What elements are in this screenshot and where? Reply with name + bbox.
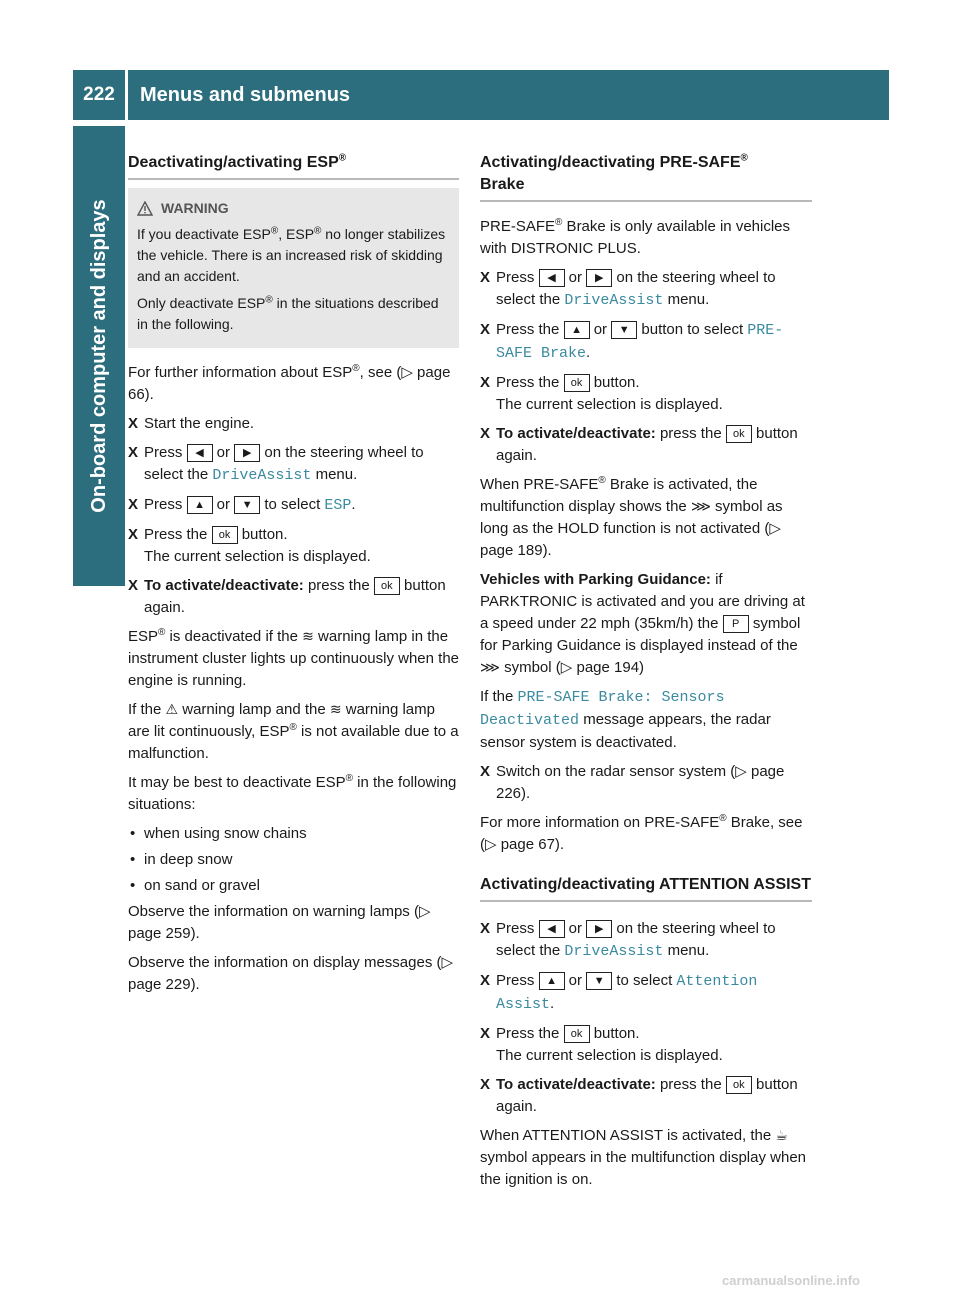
page-title — [128, 70, 889, 120]
right-key-icon: ▶ — [234, 444, 260, 462]
step-select-attention: X Press ▲ or ▼ to select Attention Assist. — [480, 972, 758, 1013]
esp-info: For further information about ESP®, see (▷ page 66). — [128, 363, 451, 403]
right-key-icon: ▶ — [586, 269, 612, 287]
parking-p-icon: P — [723, 615, 749, 633]
step-radar-on: X Switch on the radar sensor system (▷ page 226). — [480, 763, 785, 802]
esp-deactivated-text: ESP® is deactivated if the ≋ warning lamp in the instrument cluster lights up continuously when the engine is running. — [128, 627, 460, 689]
page-title-text: Menus and submenus — [140, 84, 351, 106]
up-key-icon: ▲ — [539, 972, 565, 990]
attention-assist-active-text: When ATTENTION ASSIST is activated, the ☕ symbol appears in the multifunction display when the ignition is on. — [480, 1127, 807, 1188]
warning-title: WARNING — [137, 198, 450, 219]
display-messages-ref: Observe the information on display messages (▷ page 229). — [128, 954, 454, 993]
list-item: • on sand or gravel — [130, 877, 260, 894]
list-item: • in deep snow — [130, 851, 233, 868]
left-key-icon: ◀ — [539, 269, 565, 287]
warning-text-2: Only deactivate ESP® in the situations described in the following. — [137, 294, 439, 332]
pre-safe-heading: Activating/deactivating PRE-SAFE® Brake — [480, 152, 812, 202]
distance-symbol-icon: ⋙ — [690, 499, 711, 515]
ok-key-icon: ok — [726, 1076, 752, 1094]
esp-off-lamp-icon: ≋ — [329, 702, 342, 718]
distance-symbol-icon: ⋙ — [480, 660, 500, 676]
left-column — [128, 152, 459, 1003]
abs-lamp-icon: ⚠ — [165, 702, 179, 718]
arrow-icon: ▷ — [485, 836, 497, 853]
step-select-esp: X Press ▲ or ▼ to select ESP. — [128, 496, 356, 514]
arrow-icon: ▷ — [735, 763, 747, 780]
warning-text-1: If you deactivate ESP®, ESP® no longer stabilizes the vehicle. There is an increased risk of skidding and an accident. — [137, 225, 446, 284]
side-tab-label: On-board computer and displays — [88, 199, 110, 513]
arrow-icon: ▷ — [418, 903, 431, 920]
step-activate: X To activate/deactivate: press the ok button again. — [480, 425, 798, 464]
left-key-icon: ◀ — [187, 444, 213, 462]
pre-safe-active-text: When PRE-SAFE® Brake is activated, the multifunction display shows the ⋙ symbol as long as the HOLD function is not activated (▷ page 189). — [480, 475, 783, 559]
step-press-ok: X Press the ok button. The current selection is displayed. — [128, 526, 371, 565]
step-start-engine: X Start the engine. — [128, 415, 255, 432]
step-press-ok: X Press the ok button. The current selection is displayed. — [480, 1025, 723, 1064]
right-column — [480, 152, 812, 1198]
arrow-icon: ▷ — [769, 520, 781, 537]
ok-key-icon: ok — [212, 526, 238, 544]
sensors-deactivated-text: If the PRE-SAFE Brake: Sensors Deactivated message appears, the radar sensor system is deactivated. — [480, 688, 771, 751]
ok-key-icon: ok — [726, 425, 752, 443]
right-key-icon: ▶ — [586, 920, 612, 938]
malfunction-text: If the ⚠ warning lamp and the ≋ warning lamp are lit continuously, ESP® is not available due to a malfunction. — [128, 701, 459, 762]
esp-heading: Deactivating/activating ESP® — [128, 152, 459, 180]
situations-intro: It may be best to deactivate ESP® in the following situations: — [128, 773, 457, 813]
arrow-icon: ▷ — [401, 364, 413, 381]
up-key-icon: ▲ — [187, 496, 213, 514]
warning-lamps-ref: Observe the information on warning lamps (▷ page 259). — [128, 903, 431, 942]
ok-key-icon: ok — [564, 374, 590, 392]
up-key-icon: ▲ — [564, 321, 590, 339]
ok-key-icon: ok — [374, 577, 400, 595]
arrow-icon: ▷ — [560, 659, 573, 676]
step-select-menu: X Press ◀ or ▶ on the steering wheel to select the DriveAssist menu. — [480, 920, 776, 960]
left-key-icon: ◀ — [539, 920, 565, 938]
step-select-menu: X Press ◀ or ▶ on the steering wheel to select the DriveAssist menu. — [128, 444, 424, 484]
footer-watermark: carmanualsonline.info — [722, 1273, 860, 1288]
down-key-icon: ▼ — [234, 496, 260, 514]
pre-safe-more-info: For more information on PRE-SAFE® Brake, see (▷ page 67). — [480, 813, 803, 853]
step-select-menu: X Press ◀ or ▶ on the steering wheel to select the DriveAssist menu. — [480, 269, 776, 309]
warning-icon — [137, 201, 153, 216]
attention-assist-heading: Activating/deactivating ATTENTION ASSIST — [480, 874, 812, 902]
step-select-pre-safe: X Press the ▲ or ▼ button to select PRE-SAFE Brake. — [480, 321, 784, 362]
step-activate: X To activate/deactivate: press the ok button again. — [480, 1076, 798, 1115]
parking-guidance-text: Vehicles with Parking Guidance: if PARKTRONIC is activated and you are driving at a speed under 22 mph (35km/h) the P symbol for Parking Guidance is displayed instead of the ⋙ symbol (▷ page 194) — [480, 571, 805, 676]
down-key-icon: ▼ — [586, 972, 612, 990]
down-key-icon: ▼ — [611, 321, 637, 339]
step-press-ok: X Press the ok button. The current selection is displayed. — [480, 374, 723, 413]
coffee-cup-icon: ☕ — [775, 1128, 788, 1144]
page-number: 222 — [73, 70, 125, 120]
pre-safe-intro: PRE-SAFE® Brake is only available in vehicles with DISTRONIC PLUS. — [480, 217, 791, 257]
step-activate: X To activate/deactivate: press the ok button again. — [128, 577, 446, 616]
list-item: • when using snow chains — [130, 825, 307, 842]
ok-key-icon: ok — [564, 1025, 590, 1043]
arrow-icon: ▷ — [441, 954, 454, 971]
warning-box — [128, 188, 459, 348]
esp-off-lamp-icon: ≋ — [302, 629, 314, 645]
